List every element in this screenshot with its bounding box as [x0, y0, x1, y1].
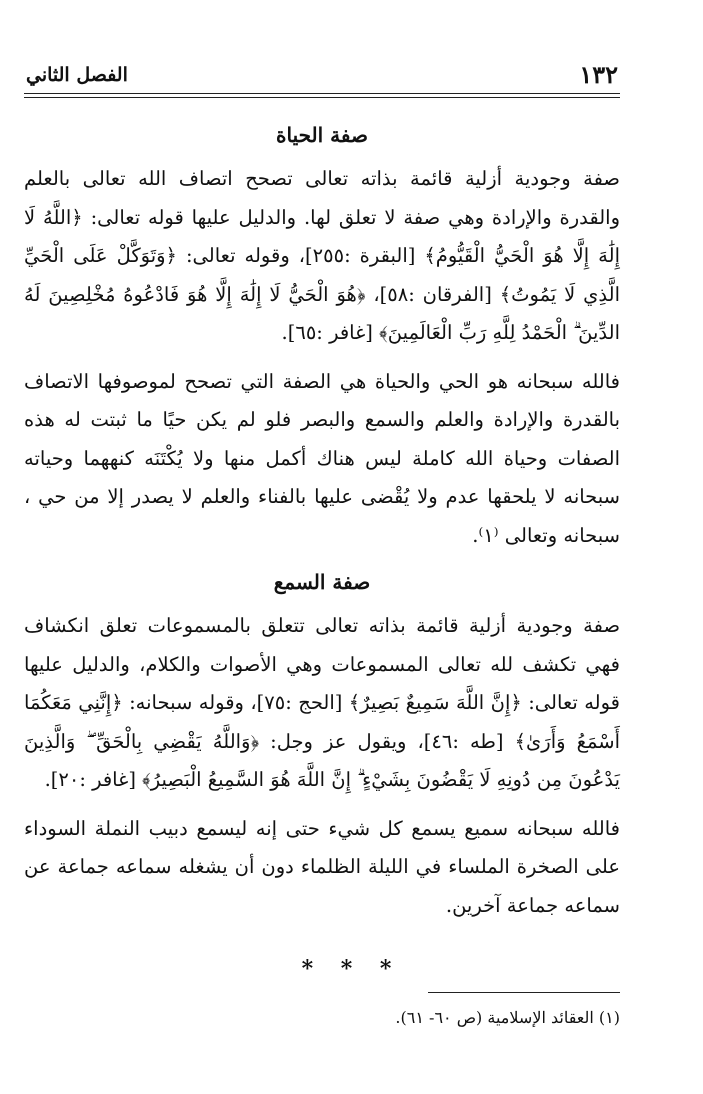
header-rule: [24, 93, 620, 98]
footnote: (١) العقائد الإسلامية (ص ٦٠- ٦١).: [395, 1008, 620, 1027]
paragraph: صفة وجودية أزلية قائمة بذاته تعالى تصحح اتصاف الله تعالى بالعلم والقدرة والإرادة وهي صفة لا تعلق لها. والدليل عليها قوله تعالى: ﴿اللَّهُ لَا إِلَٰهَ إِلَّا هُوَ الْحَيُّ الْقَيُّومُ﴾ [البقرة :٢٥٥]، وقوله تعالى: ﴿وَتَوَكَّلْ عَلَى الْحَيِّ الَّذِي لَا يَمُوتُ﴾ [الفرقان :٥٨]، ﴿هُوَ الْحَيُّ لَا إِلَٰهَ إِلَّا هُوَ فَادْعُوهُ مُخْلِصِينَ لَهُ الدِّينَ ۗ الْحَمْدُ لِلَّهِ رَبِّ الْعَالَمِينَ﴾ [غافر :٦٥].: [24, 167, 621, 344]
page-body: [24, 118, 620, 935]
chapter-title: الفصل الثاني: [26, 64, 128, 86]
paragraph: فالله سبحانه سميع يسمع كل شيء حتى إنه ليسمع دبيب النملة السوداء على الصخرة الملساء في الليلة الظلماء دون أن يشغله سماعه جماعة عن سماعه جماعة آخرين.: [24, 816, 620, 917]
paragraph: صفة وجودية أزلية قائمة بذاته تعالى تتعلق بالمسموعات تعلق انكشاف فهي تكشف لله تعالى المسموعات وهي الأصوات والكلام، والدليل عليها قوله تعالى: ﴿إِنَّ اللَّهَ سَمِيعٌ بَصِيرٌ﴾ [الحج :٧٥]، وقوله سبحانه: ﴿إِنَّنِي مَعَكُمَا أَسْمَعُ وَأَرَىٰ﴾ [طه :٤٦]، ويقول عز وجل: ﴿وَاللَّهُ يَقْضِي بِالْحَقِّ ۖ وَالَّذِينَ يَدْعُونَ مِن دُونِهِ لَا يَقْضُونَ بِشَيْءٍ ۗ إِنَّ اللَّهَ هُوَ السَّمِيعُ الْبَصِيرُ﴾ [غافر :٢٠].: [24, 614, 620, 791]
page-header: [26, 58, 618, 92]
section-life: [24, 118, 620, 555]
section-title-hearing: صفة السمع: [273, 570, 371, 594]
section-separator: * * *: [301, 956, 402, 982]
page-number: ١٣٢: [579, 60, 618, 89]
section-title-life: صفة الحياة: [276, 123, 368, 147]
paragraph: فالله سبحانه هو الحي والحياة هي الصفة التي تصحح لموصوفها الاتصاف بالقدرة والإرادة والعلم والسمع والبصر فلو لم يكن حيًا ما ثبتت له هذه الصفات وحياة الله كاملة ليس هناك أكمل منها ولا يُكْتَنَه كنههما وحياته سبحانه لا يلحقها عدم ولا يُقْضى عليها بالفناء والعلم لا يصدر إلا من حي ، سبحانه وتعالى ⁽١⁾.: [24, 369, 620, 547]
section-hearing: [24, 565, 620, 925]
footnote-rule: [428, 992, 620, 993]
